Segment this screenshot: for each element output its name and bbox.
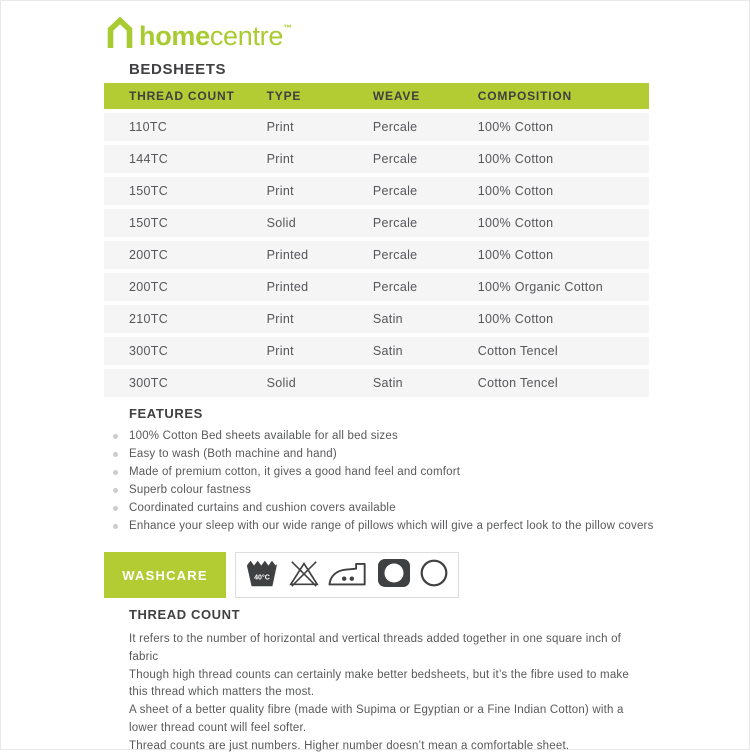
cell-thread-count: 300TC [104,369,267,397]
list-item [104,485,664,497]
bullet-dot-icon [113,488,118,493]
feature-text: Made of premium cotton, it gives a good hand feel and comfort [129,466,461,478]
list-item [104,431,664,443]
cell-weave: Satin [373,369,478,397]
table-row [104,273,649,301]
cell-thread-count: 200TC [104,241,267,269]
thread-count-title: THREAD COUNT [129,607,241,622]
col-header-type: TYPE [267,83,373,109]
cell-weave: Percale [373,209,478,237]
feature-text: Enhance your sleep with our wide range of pillows which will give a perfect look to the pillow covers [129,520,654,532]
cell-type: Print [267,177,373,205]
cell-type: Print [267,145,373,173]
cell-type: Solid [267,209,373,237]
features-section [104,406,664,539]
list-item [104,467,664,479]
tumble-dry-icon [377,558,411,593]
table-row [104,337,649,365]
table-row [104,369,649,397]
table-row [104,305,649,333]
cell-type: Print [267,305,373,333]
cell-thread-count: 300TC [104,337,267,365]
cell-weave: Satin [373,337,478,365]
features-list [104,431,664,533]
wash-temp-label: 40°C [254,573,270,582]
cell-composition: 100% Cotton [478,305,649,333]
paragraph: Though high thread counts can certainly make better bedsheets, but it’s the fibre used to make this thread which matters the most. [129,668,629,699]
cell-composition: 100% Cotton [478,241,649,269]
cell-weave: Satin [373,305,478,333]
cell-thread-count: 150TC [104,209,267,237]
table-row [104,145,649,173]
feature-text: Easy to wash (Both machine and hand) [129,448,337,460]
paragraph: A sheet of a better quality fibre (made with Supima or Egyptian or a Fine Indian Cotton) with a lower thread count will feel softer. [129,704,624,734]
cell-composition: 100% Cotton [478,113,649,141]
cell-thread-count: 110TC [104,113,267,141]
iron-icon [328,558,368,593]
cell-composition: Cotton Tencel [478,369,649,397]
cell-type: Printed [267,241,373,269]
washcare-section [104,552,459,598]
cell-composition: 100% Cotton [478,177,649,205]
table-row [104,209,649,237]
brand-wordmark [139,13,292,51]
bullet-dot-icon [113,524,118,529]
paragraph: Thread counts are just numbers. Higher number doesn’t mean a comfortable sheet. [129,739,570,752]
brand-logo [105,13,292,54]
washcare-icons-box [235,552,459,598]
cell-composition: 100% Organic Cotton [478,273,649,301]
feature-text: Superb colour fastness [129,484,252,496]
dry-clean-icon [419,558,449,593]
trademark-symbol: ™ [283,23,292,33]
list-item [104,503,664,515]
table-row [104,177,649,205]
wash-40c-icon [245,557,279,594]
page-title: BEDSHEETS [129,61,227,78]
features-title: FEATURES [129,406,203,421]
brand-word-centre: centre [209,21,284,51]
cell-composition: 100% Cotton [478,209,649,237]
cell-type: Print [267,337,373,365]
cell-weave: Percale [373,145,478,173]
cell-weave: Percale [373,113,478,141]
do-not-bleach-icon [288,557,320,594]
cell-type: Solid [267,369,373,397]
washcare-label: WASHCARE [104,552,226,598]
cell-thread-count: 150TC [104,177,267,205]
cell-thread-count: 210TC [104,305,267,333]
thread-count-section [104,607,649,756]
list-item [104,521,664,533]
paragraph: It refers to the number of horizontal and vertical threads added together in one square inch of fabric [129,633,622,663]
cell-composition: 100% Cotton [478,145,649,173]
house-icon [105,17,135,54]
cell-type: Print [267,113,373,141]
cell-composition: Cotton Tencel [478,337,649,365]
cell-thread-count: 200TC [104,273,267,301]
cell-type: Printed [267,273,373,301]
list-item [104,449,664,461]
bullet-dot-icon [113,470,118,475]
thread-count-paragraphs [129,631,644,756]
feature-text: Coordinated curtains and cushion covers available [129,502,396,514]
bullet-dot-icon [113,452,118,457]
bullet-dot-icon [113,506,118,511]
cell-weave: Percale [373,273,478,301]
col-header-thread-count: THREAD COUNT [104,83,267,109]
table-row [104,113,649,141]
feature-text: 100% Cotton Bed sheets available for all bed sizes [129,430,398,442]
bullet-dot-icon [113,434,118,439]
col-header-weave: WEAVE [373,83,478,109]
brand-word-home: home [139,21,210,51]
cell-weave: Percale [373,177,478,205]
cell-thread-count: 144TC [104,145,267,173]
table-row [104,241,649,269]
col-header-composition: COMPOSITION [478,83,649,109]
table-header-row [104,83,649,109]
bedsheets-spec-table [104,79,649,401]
cell-weave: Percale [373,241,478,269]
